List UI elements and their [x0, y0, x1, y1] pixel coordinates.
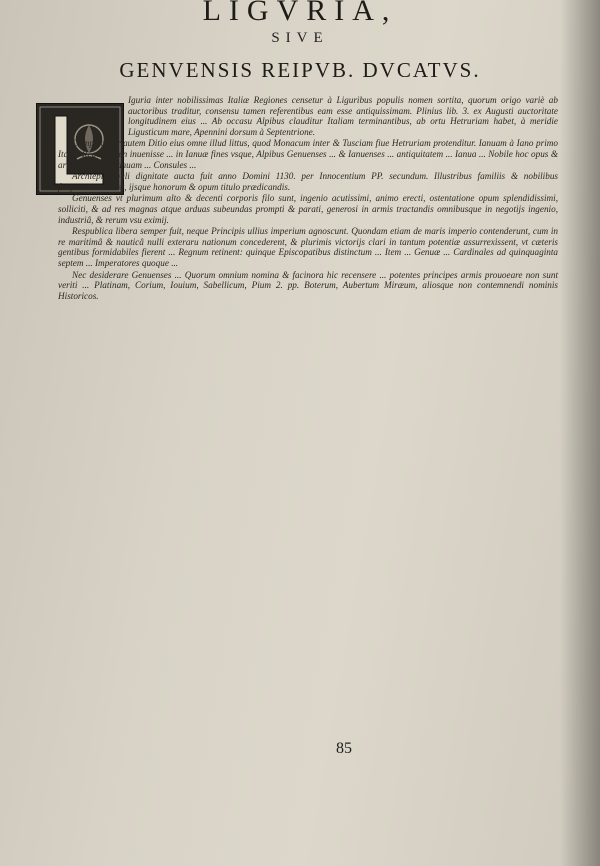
title-sive: SIVE	[271, 30, 329, 46]
paragraph-5: Respublica libera semper fuit, neque Principis ullius imperium agnoscunt. Quondam etiam de maris imperio contenderunt, cum in re maritimâ & nauticâ nulli exteraru nationum concederent, & plurimis victorijs clari in tantum potentiæ assurrexissent, vt cæteris gentibus formidabiles fierent ... Regnum retinent: quinque Episcopatibus distinctum ... Item ... Genuæ ... Cardinales ad quinquaginta septem ... Imperatores quoque ...	[58, 226, 558, 268]
paragraph-3: Archiepiscopali dignitate aucta fuit anno Domini 1130. per Innocentium PP. secundum. Illustribus familiis & nobilibus frequentissima est, ijsque honorum & opum titulo prædicandis.	[58, 171, 558, 192]
paragraph-2: Complectitur autem Ditio eius omne illud littus, quod Monacum inter & Tusciam fiue Hetruriam protenditur. Ianuam à Iano primo Italiæ Rege nomen inuenisse ... in Ianuæ fines vsque, Alpibus Genuenses ... & Ianuenses ... antiquitatem ... Ianua ... Nobile hoc opus & artificiosum ... Ianuam ... Consules ...	[58, 138, 558, 170]
paragraph-1: Iguria inter nobilissimas Italiæ Regiones censetur à Liguribus populis nomen sortita, quorum origo variè ab auctoribus traditur, consensu tamen referentibus eam esse antiquissimam. Plinius lib. 3. ex Augusti auctoritate longitudinem eius ... Ab occasu Alpibus clauditur Italiam terminantibus, ab ortu Hetruriam habet, à meridie Ligusticum mare, Apennini dorsum à Septentrione.	[128, 95, 558, 137]
page-number: 85	[336, 740, 352, 757]
paragraph-6: Nec desiderare Genuenses ... Quorum omnium nomina & facinora hic recensere ... potentes principes armis prouoeare non sunt veriti ... Platinam, Corium, Iouium, Sabellicum, Pium 2. pp. Boterum, Aubertum Miræum, aliosque non contemnendi nominis Historicos.	[58, 269, 558, 301]
title-genuensis: GENVENSIS REIPVB. DVCATVS.	[119, 58, 481, 82]
paragraph-4: Genuenses vt plurimum alto & decenti corporis filo sunt, ingenio acutissimi, animo erecti, ostentatione opum splendidissimi, solliciti, & ad res magnas atque arduas subeundas prompti & parati, generosi in armis tractandis omnibusque in negotijs ingenio, industriâ, & rerum vsu eximij.	[58, 193, 558, 225]
title-liguria: LIGVRIA,	[202, 0, 398, 27]
main-text	[58, 95, 558, 302]
